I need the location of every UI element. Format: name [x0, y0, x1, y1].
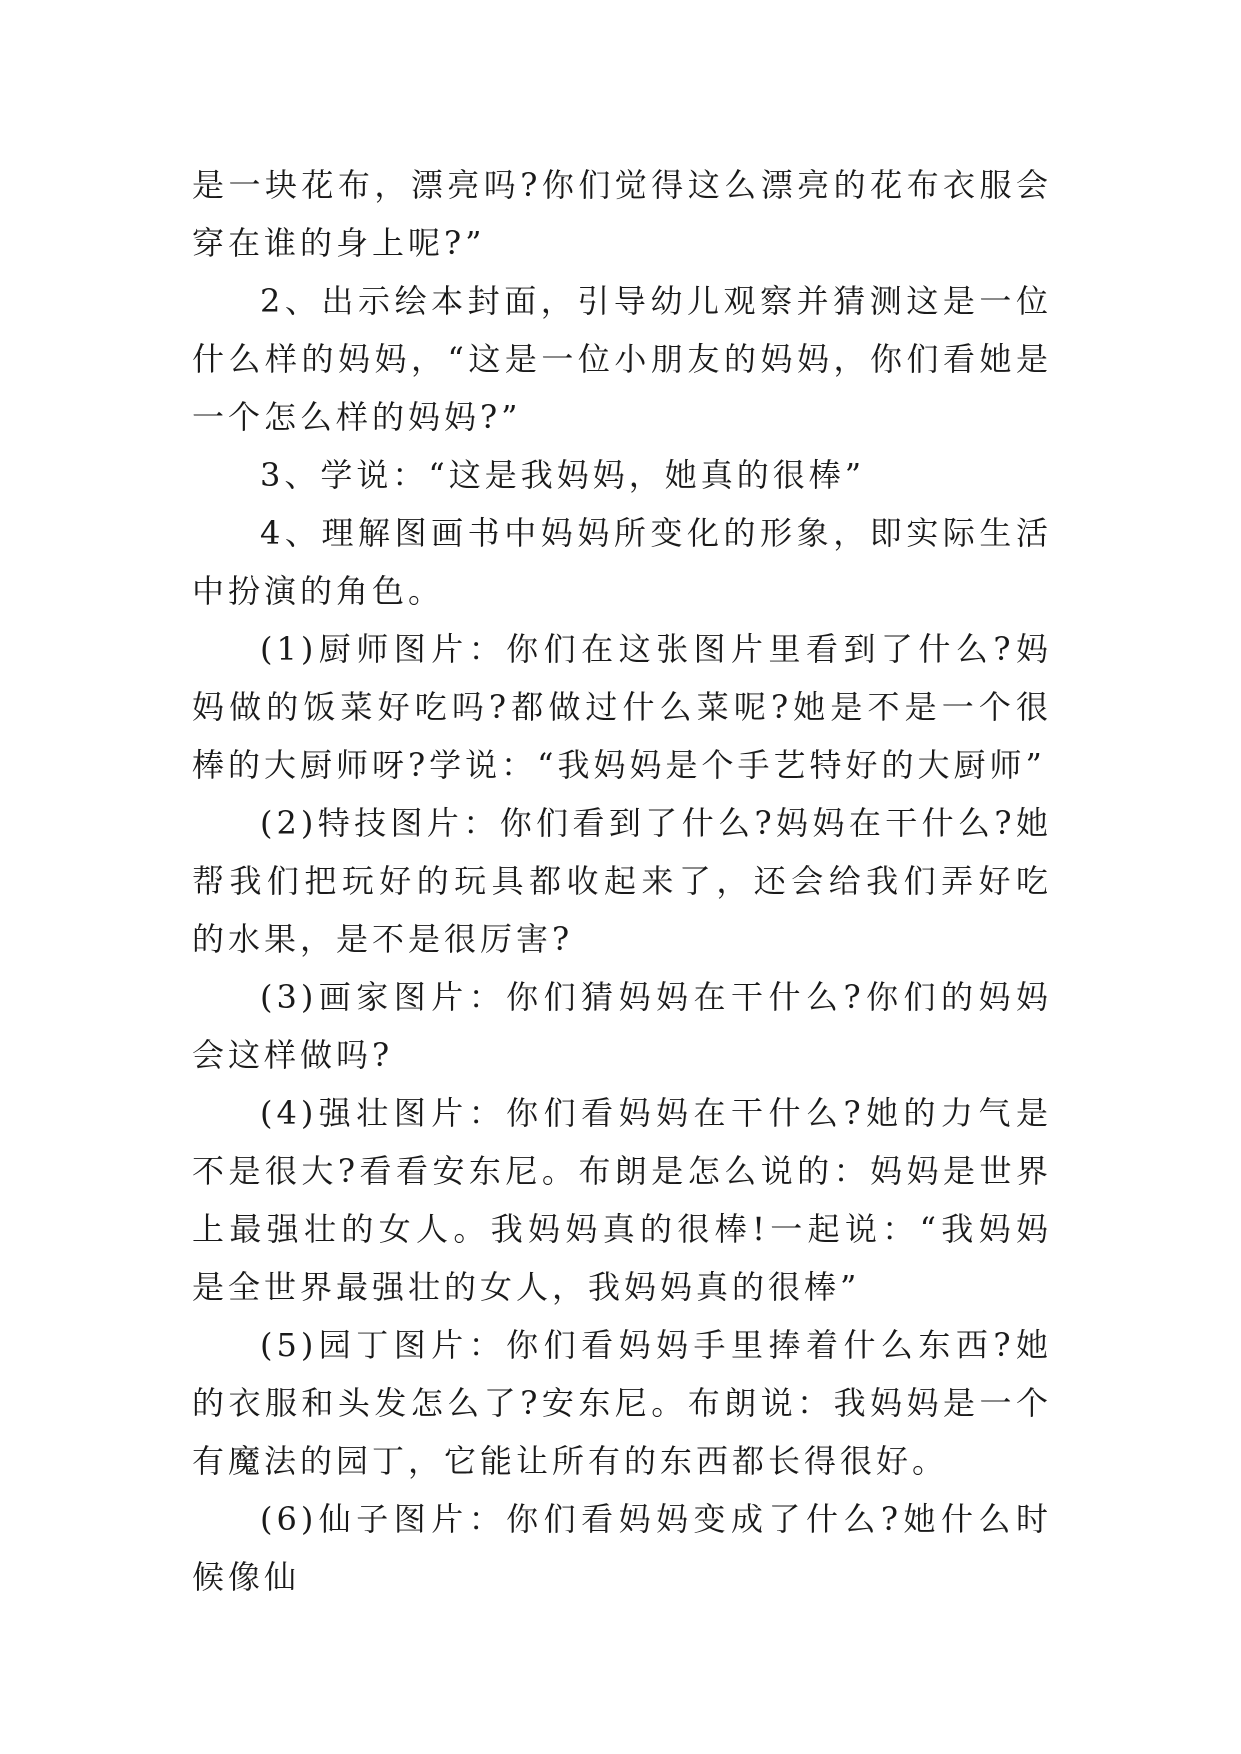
paragraph-chef-picture: (1)厨师图片：你们在这张图片里看到了什么?妈妈做的饭菜好吃吗?都做过什么菜呢?她是不是一个很棒的大厨师呀?学说：“我妈妈是个手艺特好的大厨师” [192, 630, 1052, 784]
paragraph-item-2: 2、出示绘本封面，引导幼儿观察并猜测这是一位什么样的妈妈，“这是一位小朋友的妈妈，你们看她是一个怎么样的妈妈?” [192, 282, 1052, 436]
paragraph-strong-picture: (4)强壮图片：你们看妈妈在干什么?她的力气是不是很大?看看安东尼。布朗是怎么说的：妈妈是世界上最强壮的女人。我妈妈真的很棒!一起说：“我妈妈是全世界最强壮的女人，我妈妈真的很棒” [192, 1094, 1052, 1306]
paragraph-item-3: 3、学说：“这是我妈妈，她真的很棒” [260, 456, 866, 494]
paragraph-stunt-picture: (2)特技图片：你们看到了什么?妈妈在干什么?她帮我们把玩好的玩具都收起来了，还会给我们弄好吃的水果，是不是很厉害? [192, 804, 1052, 958]
paragraph-item-4: 4、理解图画书中妈妈所变化的形象，即实际生活中扮演的角色。 [192, 514, 1052, 610]
paragraph-fairy-picture: (6)仙子图片：你们看妈妈变成了什么?她什么时候像仙 [192, 1500, 1052, 1596]
document-body [192, 156, 1052, 1606]
paragraph-cloth-intro: 是一块花布，漂亮吗?你们觉得这么漂亮的花布衣服会穿在谁的身上呢?” [192, 166, 1052, 262]
paragraph-gardener-picture: (5)园丁图片：你们看妈妈手里捧着什么东西?她的衣服和头发怎么了?安东尼。布朗说：我妈妈是一个有魔法的园丁，它能让所有的东西都长得很好。 [192, 1326, 1052, 1480]
paragraph-painter-picture: (3)画家图片：你们猜妈妈在干什么?你们的妈妈会这样做吗? [192, 978, 1052, 1074]
